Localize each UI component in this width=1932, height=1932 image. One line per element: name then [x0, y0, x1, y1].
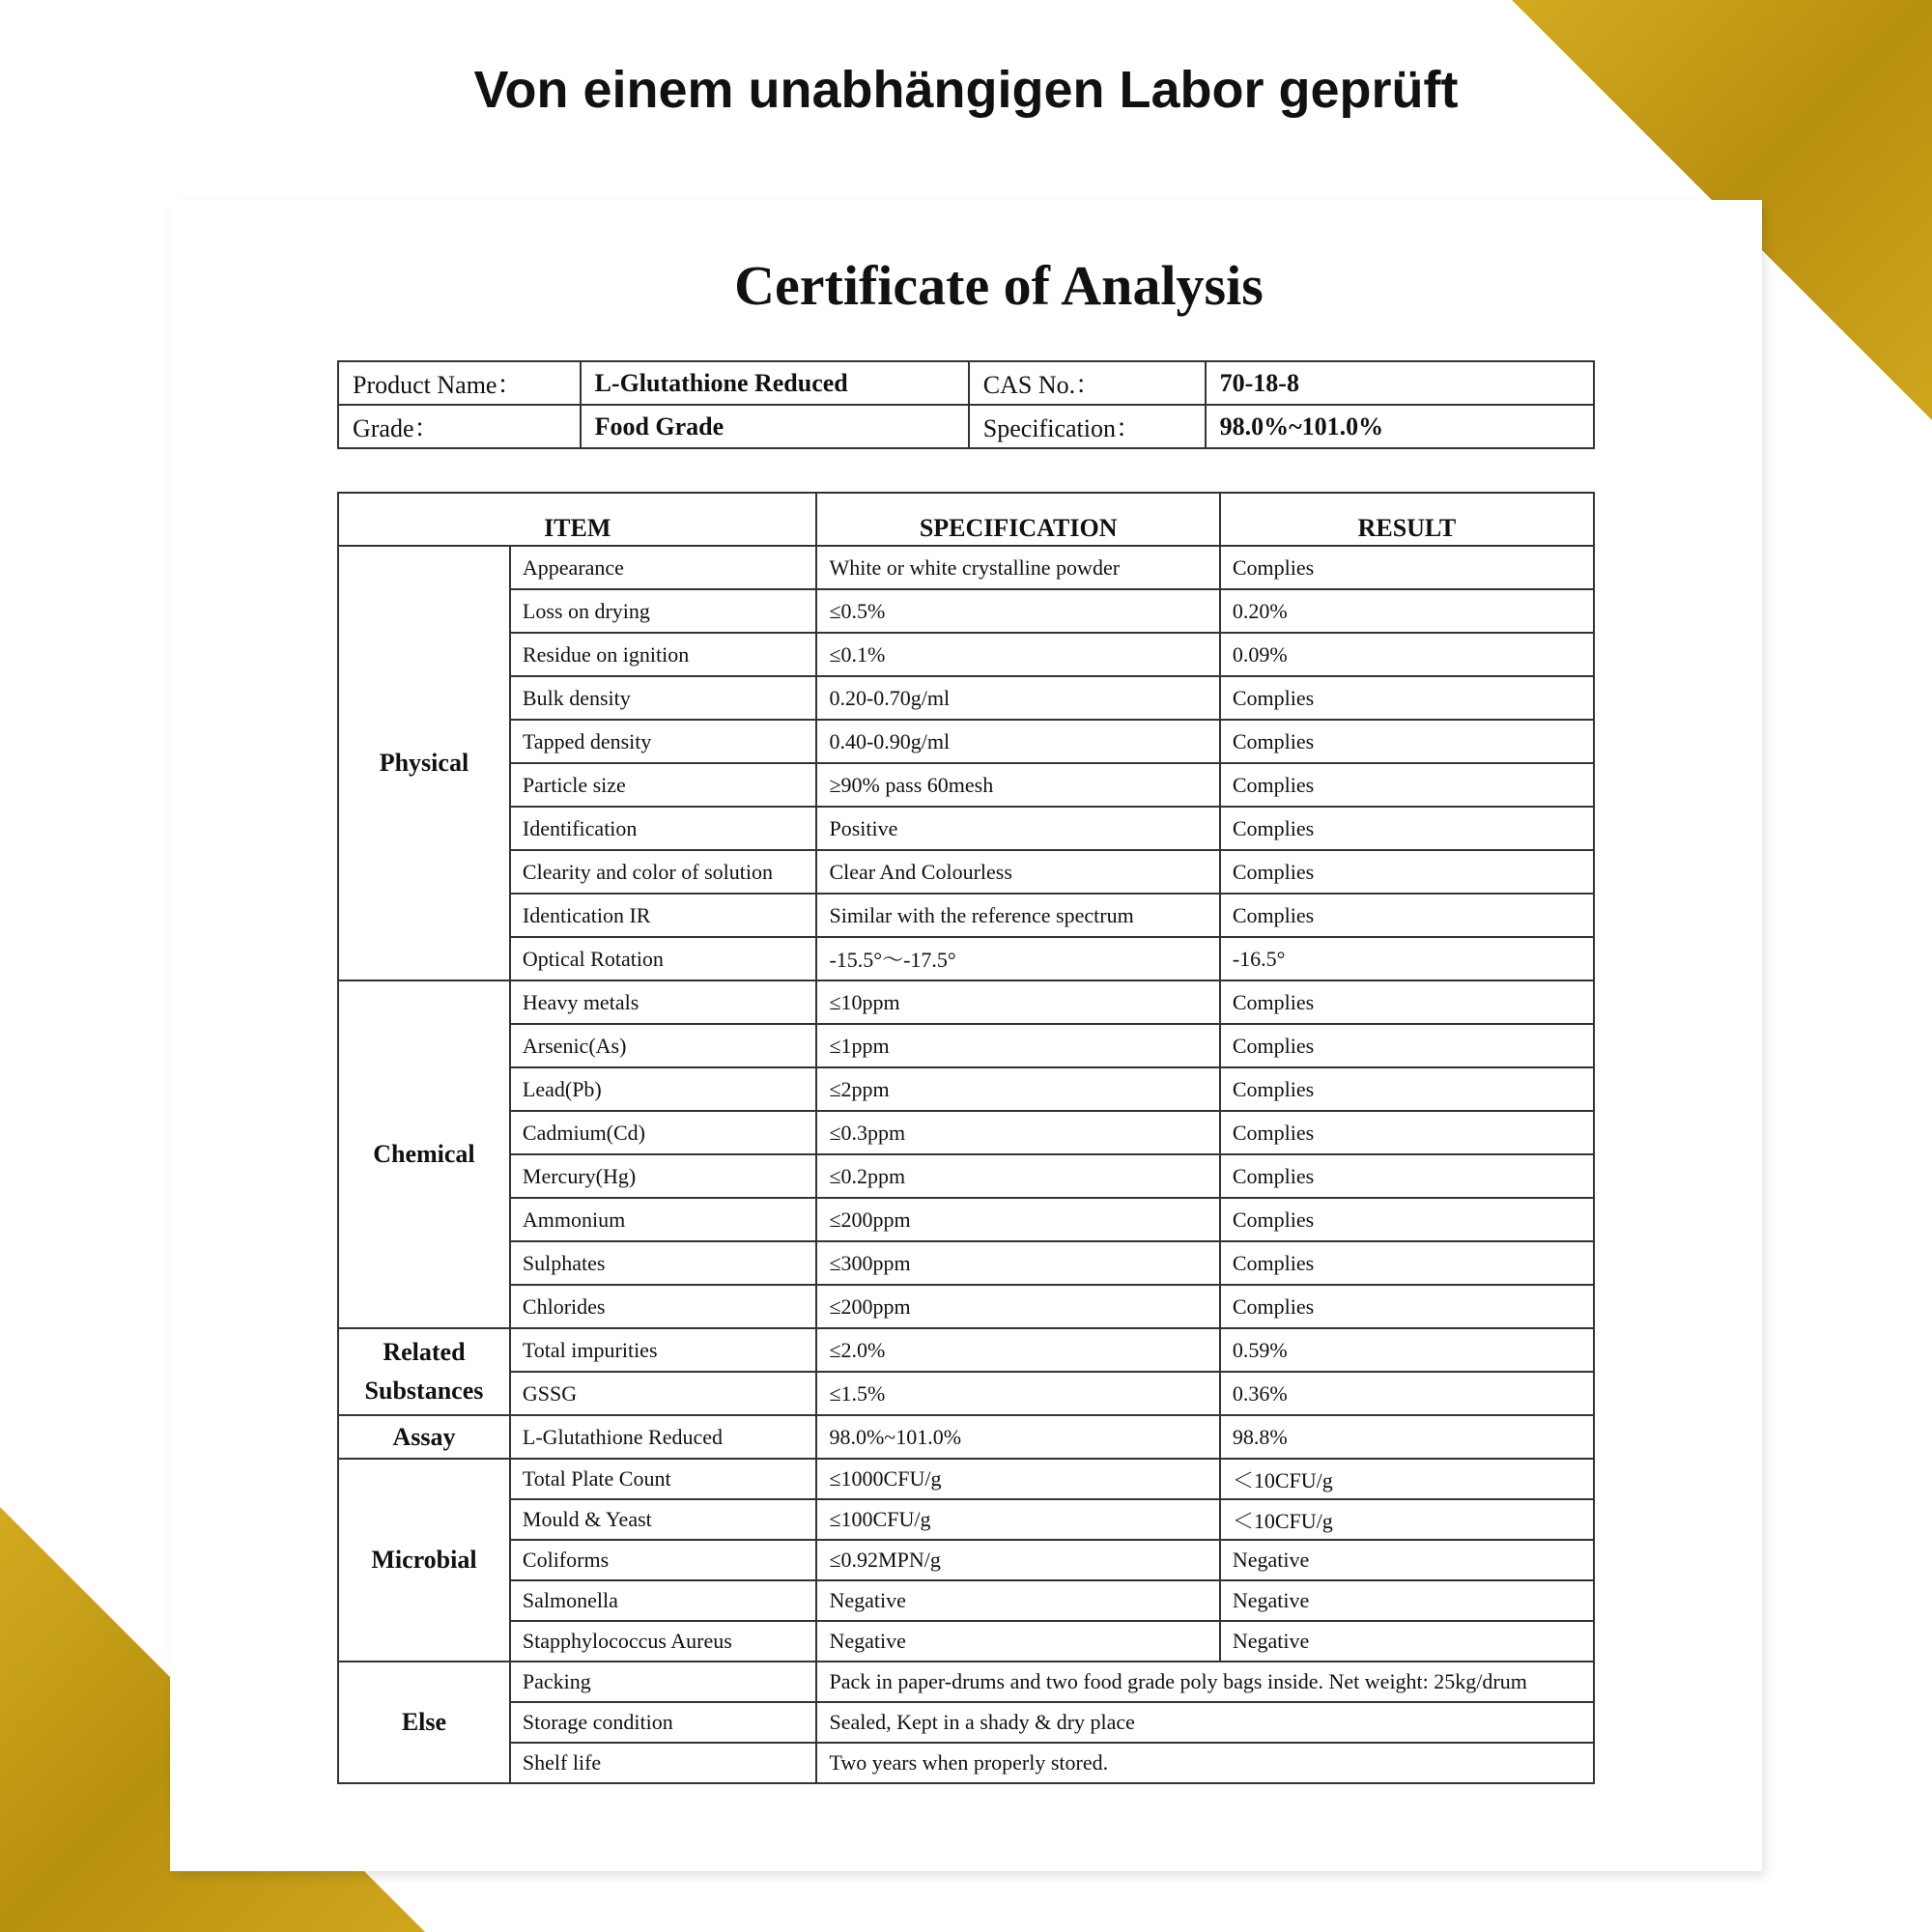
spec-cell: 0.40-0.90g/ml	[816, 720, 1219, 763]
result-cell: Complies	[1220, 850, 1594, 894]
spec-cell: ≤2.0%	[816, 1328, 1219, 1372]
table-row	[338, 807, 1594, 850]
result-cell: -16.5°	[1220, 937, 1594, 980]
result-cell: 98.8%	[1220, 1415, 1594, 1459]
item-cell: Ammonium	[510, 1198, 817, 1241]
product-name-value: L-Glutathione Reduced	[581, 361, 969, 405]
category-assay: Assay	[338, 1415, 510, 1459]
result-cell: Negative	[1220, 1540, 1594, 1580]
table-row	[338, 1024, 1594, 1067]
header-specification: SPECIFICATION	[816, 493, 1219, 546]
result-cell: 0.20%	[1220, 589, 1594, 633]
table-row	[338, 1459, 1594, 1499]
cas-label: CAS No.：	[969, 361, 1206, 405]
result-cell: Complies	[1220, 894, 1594, 937]
item-cell: Loss on drying	[510, 589, 817, 633]
spec-cell: ≤0.5%	[816, 589, 1219, 633]
result-cell: Complies	[1220, 807, 1594, 850]
result-cell: Negative	[1220, 1621, 1594, 1662]
item-cell: Clearity and color of solution	[510, 850, 817, 894]
item-cell: Packing	[510, 1662, 817, 1702]
spec-cell: ≤0.1%	[816, 633, 1219, 676]
result-cell: Complies	[1220, 1111, 1594, 1154]
table-row	[338, 1743, 1594, 1783]
category-physical: Physical	[338, 546, 510, 980]
product-name-label: Product Name：	[338, 361, 581, 405]
result-cell: ＜10CFU/g	[1220, 1459, 1594, 1499]
item-cell: Lead(Pb)	[510, 1067, 817, 1111]
cas-value: 70-18-8	[1206, 361, 1594, 405]
spec-cell: Negative	[816, 1580, 1219, 1621]
result-cell: Complies	[1220, 1198, 1594, 1241]
item-cell: Chlorides	[510, 1285, 817, 1328]
item-cell: Mould & Yeast	[510, 1499, 817, 1540]
table-row	[338, 1241, 1594, 1285]
spec-cell: Sealed, Kept in a shady & dry place	[816, 1702, 1594, 1743]
table-row	[338, 1328, 1594, 1372]
spec-cell: Two years when properly stored.	[816, 1743, 1594, 1783]
result-cell: ＜10CFU/g	[1220, 1499, 1594, 1540]
spec-cell: ≤10ppm	[816, 980, 1219, 1024]
table-row	[338, 1067, 1594, 1111]
spec-cell: ≥90% pass 60mesh	[816, 763, 1219, 807]
item-cell: Coliforms	[510, 1540, 817, 1580]
page-headline: Von einem unabhängigen Labor geprüft	[473, 61, 1459, 119]
analysis-header-row	[338, 493, 1594, 546]
result-cell: 0.36%	[1220, 1372, 1594, 1415]
result-cell: Complies	[1220, 763, 1594, 807]
result-cell: Complies	[1220, 676, 1594, 720]
table-row	[338, 894, 1594, 937]
item-cell: Residue on ignition	[510, 633, 817, 676]
item-cell: Cadmium(Cd)	[510, 1111, 817, 1154]
spec-cell: -15.5°～-17.5°	[816, 937, 1219, 980]
table-row	[338, 546, 1594, 589]
spec-cell: ≤0.92MPN/g	[816, 1540, 1219, 1580]
spec-cell: ≤300ppm	[816, 1241, 1219, 1285]
table-row	[338, 850, 1594, 894]
analysis-table	[337, 492, 1595, 1784]
spec-cell: ≤1ppm	[816, 1024, 1219, 1067]
spec-cell: Clear And Colourless	[816, 850, 1219, 894]
result-cell: Complies	[1220, 1285, 1594, 1328]
item-cell: Tapped density	[510, 720, 817, 763]
table-row	[338, 589, 1594, 633]
header-result: RESULT	[1220, 493, 1594, 546]
specification-label: Specification：	[969, 405, 1206, 448]
table-row	[338, 763, 1594, 807]
result-cell: 0.09%	[1220, 633, 1594, 676]
product-info-table	[337, 360, 1595, 449]
spec-cell: 98.0%~101.0%	[816, 1415, 1219, 1459]
item-cell: Particle size	[510, 763, 817, 807]
table-row	[338, 1702, 1594, 1743]
item-cell: Identification	[510, 807, 817, 850]
category-related-substances: Related Substances	[338, 1328, 510, 1415]
item-cell: Heavy metals	[510, 980, 817, 1024]
table-row	[338, 980, 1594, 1024]
spec-cell: ≤200ppm	[816, 1198, 1219, 1241]
item-cell: Stapphylococcus Aureus	[510, 1621, 817, 1662]
table-row	[338, 720, 1594, 763]
table-row	[338, 1285, 1594, 1328]
spec-cell: ≤1.5%	[816, 1372, 1219, 1415]
table-row	[338, 1415, 1594, 1459]
spec-cell: Pack in paper-drums and two food grade poly bags inside. Net weight: 25kg/drum	[816, 1662, 1594, 1702]
item-cell: Total Plate Count	[510, 1459, 817, 1499]
spec-cell: Similar with the reference spectrum	[816, 894, 1219, 937]
item-cell: Identication IR	[510, 894, 817, 937]
category-else: Else	[338, 1662, 510, 1783]
table-row	[338, 937, 1594, 980]
item-cell: Mercury(Hg)	[510, 1154, 817, 1198]
item-cell: Shelf life	[510, 1743, 817, 1783]
item-cell: L-Glutathione Reduced	[510, 1415, 817, 1459]
result-cell: Negative	[1220, 1580, 1594, 1621]
result-cell: Complies	[1220, 1241, 1594, 1285]
table-row	[338, 1372, 1594, 1415]
table-row	[338, 1154, 1594, 1198]
item-cell: Storage condition	[510, 1702, 817, 1743]
specification-value: 98.0%~101.0%	[1206, 405, 1594, 448]
spec-cell: ≤0.2ppm	[816, 1154, 1219, 1198]
item-cell: Sulphates	[510, 1241, 817, 1285]
spec-cell: ≤100CFU/g	[816, 1499, 1219, 1540]
spec-cell: Negative	[816, 1621, 1219, 1662]
item-cell: Appearance	[510, 546, 817, 589]
table-row	[338, 1621, 1594, 1662]
result-cell: Complies	[1220, 720, 1594, 763]
item-cell: GSSG	[510, 1372, 817, 1415]
table-row	[338, 1499, 1594, 1540]
product-info-row	[338, 361, 1594, 405]
result-cell: Complies	[1220, 980, 1594, 1024]
header-item: ITEM	[338, 493, 816, 546]
grade-value: Food Grade	[581, 405, 969, 448]
grade-label: Grade：	[338, 405, 581, 448]
result-cell: Complies	[1220, 546, 1594, 589]
table-row	[338, 1540, 1594, 1580]
table-row	[338, 1111, 1594, 1154]
result-cell: Complies	[1220, 1067, 1594, 1111]
spec-cell: ≤2ppm	[816, 1067, 1219, 1111]
certificate-title: Certificate of Analysis	[734, 254, 1264, 317]
table-row	[338, 633, 1594, 676]
spec-cell: Positive	[816, 807, 1219, 850]
result-cell: 0.59%	[1220, 1328, 1594, 1372]
item-cell: Optical Rotation	[510, 937, 817, 980]
table-row	[338, 1198, 1594, 1241]
spec-cell: ≤1000CFU/g	[816, 1459, 1219, 1499]
category-chemical: Chemical	[338, 980, 510, 1328]
table-row	[338, 676, 1594, 720]
spec-cell: ≤200ppm	[816, 1285, 1219, 1328]
result-cell: Complies	[1220, 1154, 1594, 1198]
product-info-row	[338, 405, 1594, 448]
table-row	[338, 1580, 1594, 1621]
spec-cell: ≤0.3ppm	[816, 1111, 1219, 1154]
item-cell: Bulk density	[510, 676, 817, 720]
spec-cell: White or white crystalline powder	[816, 546, 1219, 589]
item-cell: Total impurities	[510, 1328, 817, 1372]
category-microbial: Microbial	[338, 1459, 510, 1662]
table-row	[338, 1662, 1594, 1702]
spec-cell: 0.20-0.70g/ml	[816, 676, 1219, 720]
item-cell: Arsenic(As)	[510, 1024, 817, 1067]
item-cell: Salmonella	[510, 1580, 817, 1621]
result-cell: Complies	[1220, 1024, 1594, 1067]
